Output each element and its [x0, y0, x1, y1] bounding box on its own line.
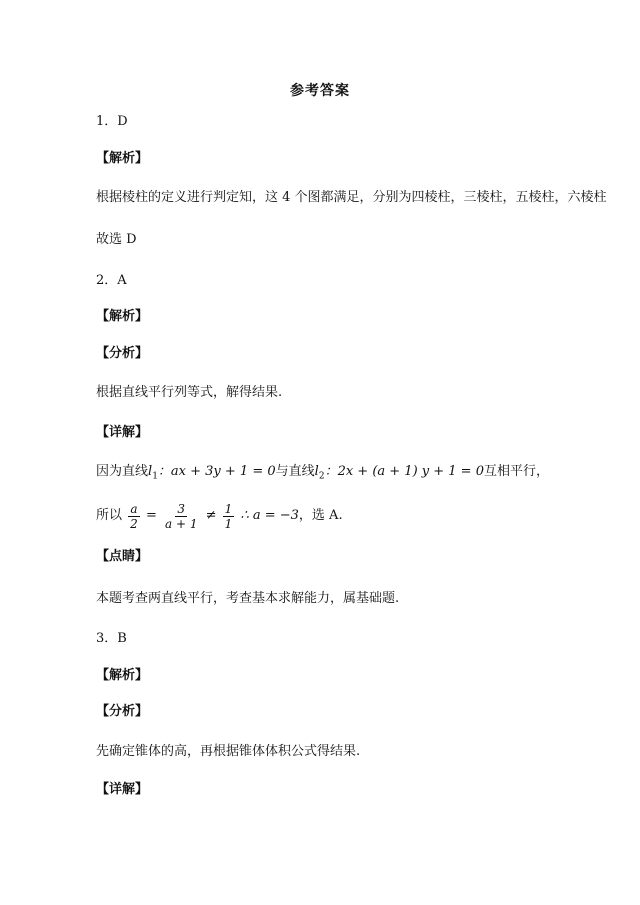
q2-analyze-text: 根据直线平行列等式，解得结果.: [96, 385, 283, 400]
q2-line1-eq1: ：ax + 3y + 1 = 0: [157, 464, 276, 479]
q2-fraction-a-over-2: [128, 502, 140, 531]
q2-line1-eq2: ：2x + (a + 1) y + 1 = 0: [324, 464, 484, 479]
page-title: 参考答案: [290, 83, 350, 99]
q2-eq-sign: =: [145, 508, 157, 523]
q2-line2-suffix: ，选 A.: [298, 508, 343, 523]
q2-line1-l2: l: [314, 464, 319, 479]
q2-line1-mid: 与直线: [275, 464, 315, 479]
q2-frac2-den: a + 1: [164, 516, 198, 531]
q2-line1-sub1: 1: [152, 471, 158, 482]
q2-detail-line1: [96, 463, 549, 486]
q2-comment-text: 本题考查两直线平行，考查基本求解能力，属基础题.: [96, 591, 400, 606]
q2-frac1-den: 2: [130, 516, 138, 531]
q2-neq-sign: ≠: [205, 508, 217, 523]
q2-frac3-num: 1: [224, 501, 233, 516]
q1-analysis-label: 【解析】: [96, 151, 149, 166]
q2-line1-prefix: 因为直线: [96, 464, 149, 479]
q2-fraction-3-over-a-plus-1: [163, 502, 199, 531]
q2-frac3-den: 1: [224, 516, 233, 531]
q3-analyze-text: 先确定锥体的高，再根据锥体体积公式得结果.: [96, 744, 361, 759]
q2-analysis-label: 【解析】: [96, 309, 149, 324]
q2-fraction-1-over-1: [223, 502, 235, 531]
q2-answer: 2．A: [96, 273, 127, 288]
q2-line1-l1: l: [148, 464, 153, 479]
q1-conclusion: 故选 D: [96, 232, 137, 247]
q3-analysis-label: 【解析】: [96, 668, 149, 683]
q1-analysis-text: 根据棱柱的定义进行判定知，这 4 个图都满足，分别为四棱柱，三棱柱，五棱柱，六棱柱: [96, 190, 607, 205]
q2-frac2-num: 3: [177, 501, 186, 516]
q3-detail-label: 【详解】: [96, 782, 149, 797]
q2-frac1-num: a: [130, 501, 138, 516]
q2-analyze-label: 【分析】: [96, 346, 149, 361]
q2-line1-sub2: 2: [318, 471, 325, 482]
q3-answer: 3．B: [96, 631, 127, 646]
q2-therefore: ∴ a = −3: [240, 508, 299, 523]
q2-line1-suffix: 互相平行，: [483, 464, 549, 479]
q2-line2-prefix: 所以: [96, 508, 123, 523]
q2-detail-label: 【详解】: [96, 425, 149, 440]
q2-comment-label: 【点睛】: [96, 549, 149, 564]
q1-answer: 1．D: [96, 114, 128, 129]
q2-detail-line2: [96, 500, 343, 533]
q3-analyze-label: 【分析】: [96, 704, 149, 719]
